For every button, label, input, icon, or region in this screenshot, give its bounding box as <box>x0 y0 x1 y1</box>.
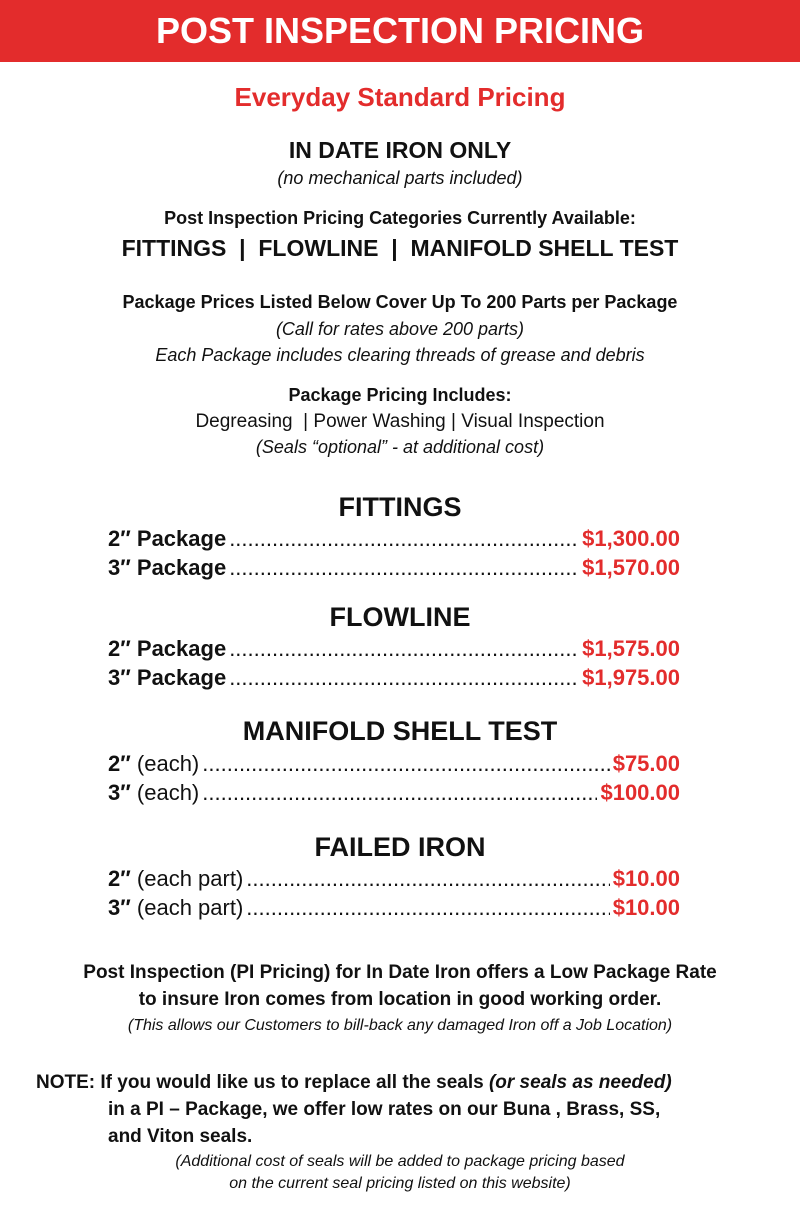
no-mechanical-note: (no mechanical parts included) <box>277 168 523 188</box>
dot-leader <box>229 526 579 552</box>
item-price: $1,300.00 <box>582 526 680 551</box>
item-label: Package <box>130 526 227 551</box>
dot-leader <box>246 866 609 892</box>
note-italic: (or seals as needed) <box>488 1072 672 1093</box>
additional-cost-line-1: (Additional cost of seals will be added to package pricing based <box>175 1153 625 1170</box>
price-row <box>108 636 680 664</box>
dot-leader <box>229 555 579 581</box>
section-title-flowline: FLOWLINE <box>329 602 471 632</box>
call-rates-note: (Call for rates above 200 parts) <box>275 319 525 339</box>
item-price: $1,575.00 <box>582 636 680 661</box>
item-price: $100.00 <box>600 780 680 805</box>
categories-list: FITTINGS | FLOWLINE | MANIFOLD SHELL TEST <box>121 235 679 261</box>
item-size: 2″ <box>108 751 131 776</box>
item-name <box>108 555 226 581</box>
item-name <box>108 895 243 921</box>
threads-note: Each Package includes clearing threads of grease and debris <box>155 345 645 365</box>
item-label: Package <box>130 555 227 580</box>
page-title-banner: POST INSPECTION PRICING <box>0 0 800 62</box>
price-row <box>108 780 680 808</box>
item-label: (each part) <box>130 866 244 891</box>
includes-list: Degreasing | Power Washing | Visual Inspection <box>195 411 605 432</box>
item-size: 2″ <box>108 636 131 661</box>
categories-label: Post Inspection Pricing Categories Currently Available: <box>164 208 636 228</box>
item-label: (each part) <box>130 895 244 920</box>
dot-leader <box>202 751 609 777</box>
price-row <box>108 526 680 554</box>
section-title-manifold: MANIFOLD SHELL TEST <box>242 716 558 746</box>
item-size: 3″ <box>108 555 131 580</box>
item-price: $10.00 <box>612 866 680 891</box>
item-label: (each) <box>130 751 200 776</box>
item-size: 3″ <box>108 665 131 690</box>
package-limit-text: Package Prices Listed Below Cover Up To 200 Parts per Package <box>122 292 678 312</box>
seals-optional-note: (Seals “optional” - at additional cost) <box>255 437 545 457</box>
item-price: $1,570.00 <box>582 555 680 580</box>
subtitle: Everyday Standard Pricing <box>234 82 566 112</box>
price-row <box>108 665 680 693</box>
item-size: 2″ <box>108 526 131 551</box>
bill-back-note: (This allows our Customers to bill-back any damaged Iron off a Job Location) <box>127 1017 673 1034</box>
note-prefix: NOTE: If you would like us to replace all the seals <box>36 1072 489 1093</box>
price-row <box>108 555 680 583</box>
price-row <box>108 751 680 779</box>
dot-leader <box>229 665 579 691</box>
includes-label: Package Pricing Includes: <box>288 385 512 405</box>
price-row <box>108 895 680 923</box>
item-price: $75.00 <box>612 751 680 776</box>
pi-pricing-line-2: to insure Iron comes from location in good working order. <box>138 989 662 1010</box>
item-name <box>108 665 226 691</box>
item-label: (each) <box>130 780 200 805</box>
dot-leader <box>246 895 609 921</box>
item-label: Package <box>130 636 227 661</box>
dot-leader <box>202 780 597 806</box>
dot-leader <box>229 636 579 662</box>
price-row <box>108 866 680 894</box>
item-label: Package <box>130 665 227 690</box>
section-title-fittings: FITTINGS <box>338 492 462 522</box>
item-name <box>108 751 199 777</box>
item-price: $1,975.00 <box>582 665 680 690</box>
additional-cost-line-2: on the current seal pricing listed on this website) <box>229 1175 571 1192</box>
item-name <box>108 866 243 892</box>
in-date-heading: IN DATE IRON ONLY <box>288 137 512 163</box>
seals-note-block <box>36 1069 776 1150</box>
note-line-2: in a PI – Package, we offer low rates on our Buna , Brass, SS, <box>108 1099 661 1120</box>
note-line-1 <box>36 1069 776 1096</box>
item-size: 2″ <box>108 866 131 891</box>
item-size: 3″ <box>108 780 131 805</box>
item-price: $10.00 <box>612 895 680 920</box>
item-name <box>108 526 226 552</box>
item-name <box>108 780 199 806</box>
item-name <box>108 636 226 662</box>
section-title-failed-iron: FAILED IRON <box>314 832 486 862</box>
pi-pricing-line-1: Post Inspection (PI Pricing) for In Date Iron offers a Low Package Rate <box>83 962 717 983</box>
note-line-3: and Viton seals. <box>108 1126 253 1147</box>
item-size: 3″ <box>108 895 131 920</box>
